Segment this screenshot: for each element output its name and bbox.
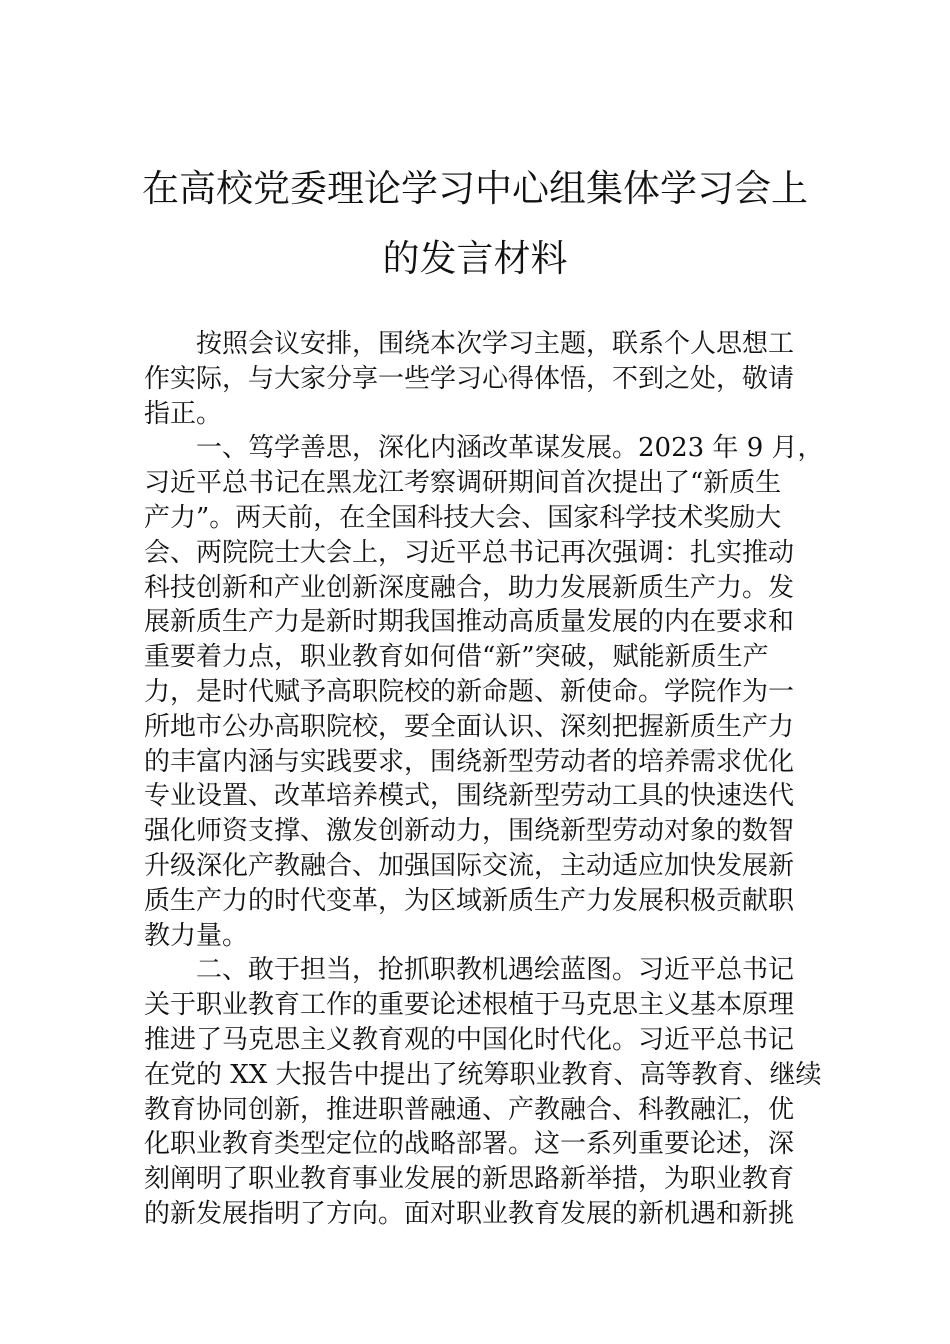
document-body — [144, 327, 824, 1232]
paragraph-line: 化职业教育类型定位的战略部署。这一系列重要论述，深 — [144, 1129, 795, 1160]
paragraph-line: 一、笃学善思，深化内涵改革谋发展。2023 年 9 月， — [196, 433, 824, 464]
paragraph-line: 所地市公办高职院校，要全面认识、深刻把握新质生产力 — [144, 711, 795, 742]
paragraph-line: 升级深化产教融合、加强国际交流，主动适应加快发展新 — [144, 850, 795, 881]
paragraph-1 — [144, 327, 808, 431]
paragraph-line: 强化师资支撑、激发创新动力，围绕新型劳动对象的数智 — [144, 816, 795, 847]
paragraph-line: 刻阐明了职业教育事业发展的新思路新举措，为职业教育 — [144, 1164, 795, 1195]
paragraph-line: 科技创新和产业创新深度融合，助力发展新质生产力。发 — [144, 572, 795, 603]
paragraph-line: 习近平总书记在黑龙江考察调研期间首次提出了“新质生 — [144, 468, 782, 499]
paragraph-line: 在党的 XX 大报告中提出了统筹职业教育、高等教育、继续 — [144, 1059, 822, 1090]
paragraph-line: 会、两院院士大会上，习近平总书记再次强调：扎实推动 — [144, 537, 795, 568]
paragraph-line: 指正。 — [144, 398, 223, 429]
document-title-line-2: 的发言材料 — [382, 237, 568, 280]
paragraph-2 — [144, 431, 824, 953]
paragraph-line: 专业设置、改革培养模式，围绕新型劳动工具的快速迭代 — [144, 781, 795, 812]
paragraph-line: 的丰富内涵与实践要求，围绕新型劳动者的培养需求优化 — [144, 746, 795, 777]
paragraph-line: 作实际，与大家分享一些学习心得体悟，不到之处，敬请 — [144, 363, 795, 394]
paragraph-line: 教力量。 — [144, 920, 249, 951]
paragraph-line: 二、敢于担当，抢抓职教机遇绘蓝图。习近平总书记 — [196, 955, 795, 986]
paragraph-3 — [144, 953, 822, 1231]
paragraph-line: 关于职业教育工作的重要论述根植于马克思主义基本原理 — [144, 990, 795, 1021]
paragraph-line: 重要着力点，职业教育如何借“新”突破，赋能新质生产 — [144, 642, 769, 673]
paragraph-line: 产力”。两天前，在全国科技大会、国家科学技术奖励大 — [144, 502, 782, 533]
paragraph-line: 展新质生产力是新时期我国推动高质量发展的内在要求和 — [144, 607, 795, 638]
paragraph-line: 力，是时代赋予高职院校的新命题、新使命。学院作为一 — [144, 676, 795, 707]
paragraph-line: 按照会议安排，围绕本次学习主题，联系个人思想工 — [196, 329, 795, 359]
paragraph-line: 的新发展指明了方向。面对职业教育发展的新机遇和新挑 — [144, 1198, 795, 1229]
paragraph-line: 质生产力的时代变革，为区域新质生产力发展积极贡献职 — [144, 885, 795, 916]
document-title-line-1: 在高校党委理论学习中心组集体学习会上 — [142, 167, 808, 210]
paragraph-line: 推进了马克思主义教育观的中国化时代化。习近平总书记 — [144, 1024, 795, 1055]
paragraph-line: 教育协同创新，推进职普融通、产教融合、科教融汇，优 — [144, 1094, 795, 1125]
